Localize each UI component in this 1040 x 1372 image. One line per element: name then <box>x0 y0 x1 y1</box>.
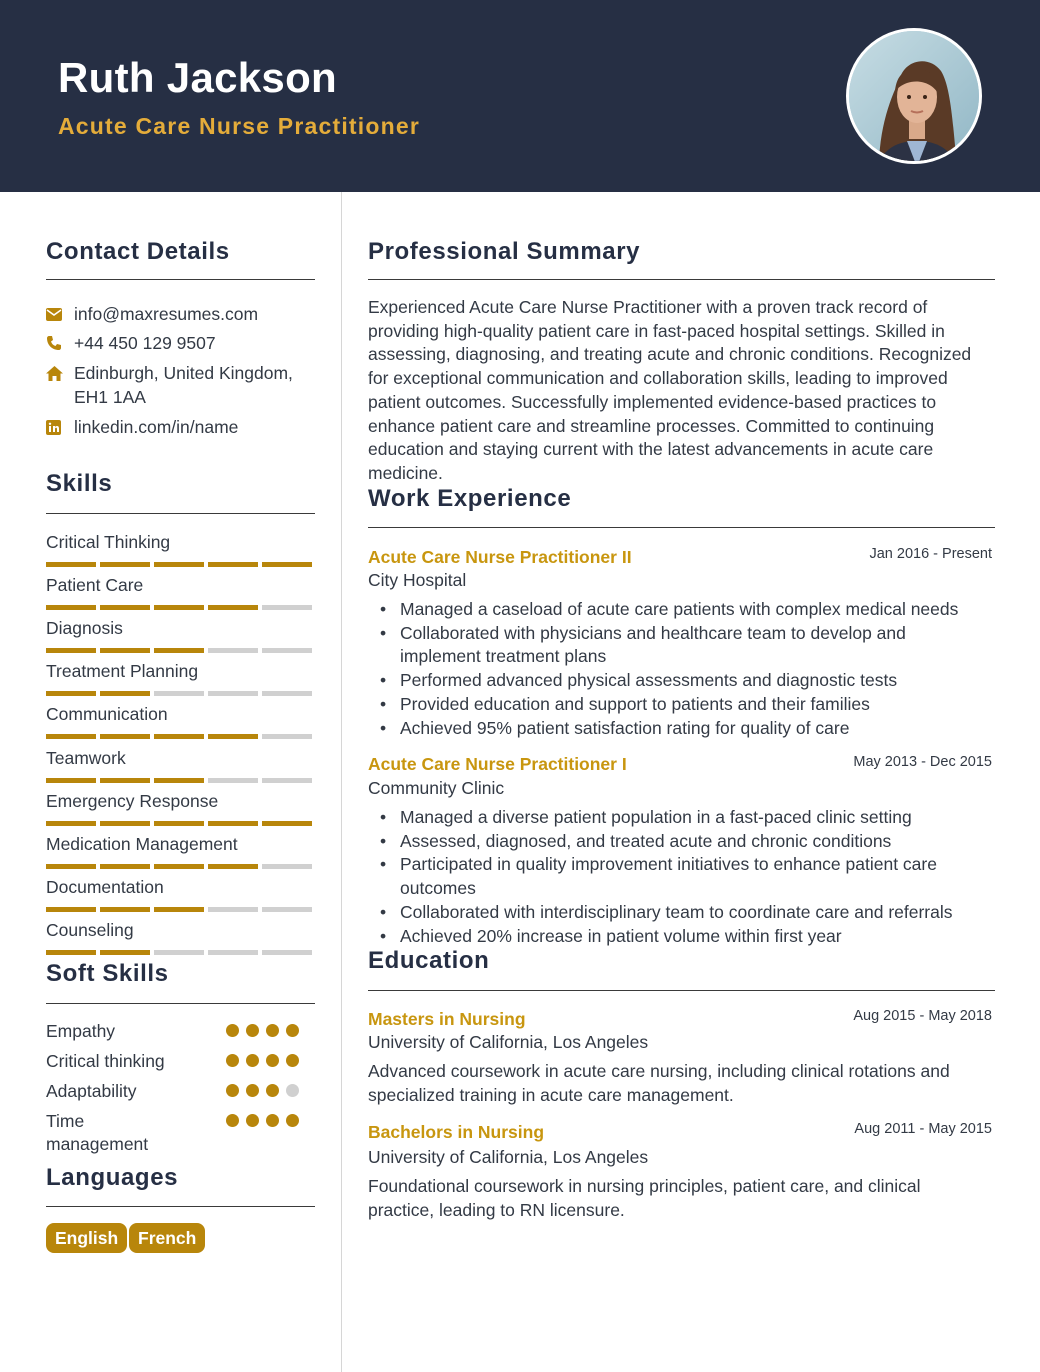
skill-rating-segment <box>46 562 96 567</box>
job-organization: City Hospital <box>368 570 467 590</box>
skill-rating-segment <box>154 605 204 610</box>
degree-description: Foundational coursework in nursing principles, patient care, and clinical practice, leading to RN licensure. <box>368 1176 921 1220</box>
skill-rating-segment <box>46 950 96 955</box>
skill-item <box>46 660 314 696</box>
soft-skill-item <box>46 1110 314 1156</box>
summary-section-title: Professional Summary <box>368 238 641 265</box>
skill-rating-segment <box>262 864 312 869</box>
skill-item <box>46 790 314 826</box>
skill-rating-segment <box>208 648 258 653</box>
skill-rating-segment <box>262 562 312 567</box>
degree-dates: Aug 2015 - May 2018 <box>853 1008 992 1024</box>
skill-rating-segment <box>262 821 312 826</box>
soft-skill-dot <box>286 1054 299 1067</box>
soft-skill-item <box>46 1020 314 1043</box>
skill-label: Emergency Response <box>46 790 219 811</box>
job-bullets <box>380 598 990 740</box>
soft-skill-rating-dots <box>226 1054 299 1067</box>
skill-rating-segment <box>262 778 312 783</box>
candidate-title: Acute Care Nurse Practitioner <box>58 113 421 139</box>
skill-label: Medication Management <box>46 833 238 854</box>
skill-rating-segment <box>208 950 258 955</box>
skill-rating-segment <box>100 950 150 955</box>
language-badge: French <box>129 1223 205 1253</box>
profile-photo <box>846 28 982 164</box>
job-bullet: • Participated in quality improvement initiatives to enhance patient care outcomes <box>380 853 990 900</box>
skill-rating-segment <box>154 907 204 912</box>
job-title: Acute Care Nurse Practitioner I <box>368 754 627 774</box>
experience-section-title: Work Experience <box>368 485 572 512</box>
language-badge: English <box>46 1223 127 1253</box>
skill-rating-bar <box>46 562 314 567</box>
skill-rating-segment <box>46 864 96 869</box>
phone-icon <box>46 331 74 355</box>
skill-item <box>46 703 314 739</box>
contact-address-text: Edinburgh, United Kingdom, EH1 1AA <box>74 363 293 407</box>
skill-rating-segment <box>208 778 258 783</box>
soft-skill-item <box>46 1080 314 1103</box>
job-bullet: • Achieved 20% increase in patient volume within first year <box>380 925 990 949</box>
experience-rule <box>368 527 995 528</box>
contact-phone-text: +44 450 129 9507 <box>74 333 216 353</box>
linkedin-icon <box>46 415 74 439</box>
job-bullet: • Managed a diverse patient population in a fast-paced clinic setting <box>380 806 990 830</box>
skill-rating-bar <box>46 778 314 783</box>
skill-rating-segment <box>46 821 96 826</box>
soft-skill-dot <box>246 1054 259 1067</box>
skill-rating-segment <box>208 562 258 567</box>
soft-skill-dot <box>226 1084 239 1097</box>
degree-title: Bachelors in Nursing <box>368 1122 545 1142</box>
skill-rating-bar <box>46 950 314 955</box>
skill-label: Treatment Planning <box>46 661 199 682</box>
soft-skill-dot <box>266 1084 279 1097</box>
skill-rating-segment <box>100 562 150 567</box>
skill-item <box>46 919 314 955</box>
degree-title: Masters in Nursing <box>368 1009 526 1029</box>
soft-skill-label: Adaptability <box>46 1081 137 1101</box>
skill-rating-segment <box>100 691 150 696</box>
skill-rating-segment <box>262 605 312 610</box>
skill-rating-segment <box>154 821 204 826</box>
contact-section-title: Contact Details <box>46 238 230 265</box>
skill-rating-segment <box>154 562 204 567</box>
contact-address <box>46 361 314 409</box>
skill-item <box>46 876 314 912</box>
soft-skill-dot <box>246 1114 259 1127</box>
skill-rating-segment <box>100 648 150 653</box>
education-section-title: Education <box>368 947 490 974</box>
skills-rule <box>46 513 315 514</box>
job-organization: Community Clinic <box>368 778 505 798</box>
skill-rating-segment <box>154 778 204 783</box>
skill-rating-segment <box>100 778 150 783</box>
education-rule <box>368 990 995 991</box>
skill-rating-segment <box>208 864 258 869</box>
resume-header <box>0 0 1040 192</box>
skill-rating-segment <box>46 734 96 739</box>
skill-rating-bar <box>46 821 314 826</box>
skill-rating-bar <box>46 648 314 653</box>
skill-rating-bar <box>46 691 314 696</box>
job-title: Acute Care Nurse Practitioner II <box>368 547 632 567</box>
soft-skill-label: Time management <box>46 1111 149 1154</box>
languages-section-title: Languages <box>46 1164 179 1191</box>
degree-dates: Aug 2011 - May 2015 <box>854 1121 992 1137</box>
skill-rating-segment <box>208 907 258 912</box>
skill-item <box>46 747 314 783</box>
job-bullets <box>380 806 990 948</box>
skill-label: Counseling <box>46 919 134 940</box>
contact-email-text: info@maxresumes.com <box>74 304 259 324</box>
envelope-icon <box>46 302 74 326</box>
school-name: University of California, Los Angeles <box>368 1032 649 1052</box>
degree-description: Advanced coursework in acute care nursing, including clinical rotations and specialized training in acute care management. <box>368 1061 950 1105</box>
soft-skill-dot <box>286 1024 299 1037</box>
skill-rating-segment <box>46 648 96 653</box>
job-bullet: • Provided education and support to patients and their families <box>380 693 990 717</box>
soft-skill-dot <box>266 1114 279 1127</box>
column-divider <box>341 192 342 1372</box>
contact-rule <box>46 279 315 280</box>
skill-rating-segment <box>262 691 312 696</box>
job-dates: May 2013 - Dec 2015 <box>853 754 992 770</box>
skill-rating-segment <box>46 691 96 696</box>
soft-skill-dot <box>286 1114 299 1127</box>
job-bullet: • Performed advanced physical assessments and diagnostic tests <box>380 669 990 693</box>
summary-text: Experienced Acute Care Nurse Practitioner with a proven track record of providing high-quality patient care in fast-paced hospital settings. Skilled in assessing, diagnosing, and treating acute and chronic conditions. Recognized for exceptional communication and collaboration skills, leading to improved patient outcomes. Successfully implemented evidence-based practices to enhance patient care and streamline processes. Committed to continuing education and staying current with the latest advancements in acute care medicine. <box>368 297 972 483</box>
skill-rating-segment <box>154 950 204 955</box>
skill-label: Teamwork <box>46 747 126 768</box>
soft-skill-label: Empathy <box>46 1021 116 1041</box>
skill-rating-segment <box>100 605 150 610</box>
school-name: University of California, Los Angeles <box>368 1147 649 1167</box>
skill-rating-segment <box>262 734 312 739</box>
contact-email[interactable] <box>46 302 258 326</box>
skill-rating-segment <box>208 821 258 826</box>
job-bullet: • Managed a caseload of acute care patients with complex medical needs <box>380 598 990 622</box>
soft-skill-dot <box>226 1054 239 1067</box>
soft-skill-rating-dots <box>226 1084 299 1097</box>
skill-item <box>46 574 314 610</box>
job-bullet: • Collaborated with physicians and healthcare team to develop and implement treatment plans <box>380 622 990 669</box>
soft-skill-item <box>46 1050 314 1073</box>
skill-label: Critical Thinking <box>46 532 171 552</box>
skill-rating-segment <box>46 778 96 783</box>
soft-skill-rating-dots <box>226 1024 299 1037</box>
skill-rating-bar <box>46 864 314 869</box>
skill-rating-segment <box>208 734 258 739</box>
candidate-name: Ruth Jackson <box>58 54 337 101</box>
soft-skill-dot <box>266 1024 279 1037</box>
job-bullet: • Assessed, diagnosed, and treated acute and chronic conditions <box>380 830 990 854</box>
skill-item <box>46 531 314 567</box>
soft-skill-dot <box>286 1084 299 1097</box>
soft-skill-label: Critical thinking <box>46 1051 165 1071</box>
soft-skill-rating-dots <box>226 1114 299 1127</box>
skill-rating-segment <box>100 907 150 912</box>
portrait-image <box>849 31 982 164</box>
skill-rating-segment <box>154 734 204 739</box>
home-icon <box>46 361 74 385</box>
skill-rating-bar <box>46 907 314 912</box>
contact-linkedin-text: linkedin.com/in/name <box>74 417 239 437</box>
skill-rating-segment <box>46 907 96 912</box>
job-bullet: • Achieved 95% patient satisfaction rating for quality of care <box>380 717 990 741</box>
skill-rating-segment <box>100 821 150 826</box>
contact-phone[interactable] <box>46 331 216 355</box>
skill-rating-segment <box>262 950 312 955</box>
contact-linkedin[interactable] <box>46 415 238 439</box>
skill-rating-bar <box>46 734 314 739</box>
soft-skill-dot <box>226 1114 239 1127</box>
skill-label: Patient Care <box>46 575 144 596</box>
skill-rating-segment <box>100 734 150 739</box>
skill-rating-bar <box>46 605 314 610</box>
soft-skill-dot <box>226 1024 239 1037</box>
skills-section-title: Skills <box>46 470 113 497</box>
skill-rating-segment <box>154 864 204 869</box>
skill-rating-segment <box>154 691 204 696</box>
skill-rating-segment <box>154 648 204 653</box>
skill-rating-segment <box>208 691 258 696</box>
skill-item <box>46 833 314 869</box>
skill-item <box>46 617 314 653</box>
skill-rating-segment <box>100 864 150 869</box>
job-bullet: • Collaborated with interdisciplinary team to coordinate care and referrals <box>380 901 990 925</box>
summary-rule <box>368 279 995 280</box>
skill-rating-segment <box>208 605 258 610</box>
languages-rule <box>46 1206 315 1207</box>
skill-rating-segment <box>46 605 96 610</box>
skill-rating-segment <box>262 907 312 912</box>
soft-skills-rule <box>46 1003 315 1004</box>
soft-skills-section-title: Soft Skills <box>46 960 169 987</box>
job-dates: Jan 2016 - Present <box>869 546 992 562</box>
skill-label: Documentation <box>46 876 164 897</box>
skill-rating-segment <box>262 648 312 653</box>
skill-label: Diagnosis <box>46 618 123 639</box>
soft-skill-dot <box>266 1054 279 1067</box>
soft-skill-dot <box>246 1024 259 1037</box>
skill-label: Communication <box>46 704 168 725</box>
soft-skill-dot <box>246 1084 259 1097</box>
